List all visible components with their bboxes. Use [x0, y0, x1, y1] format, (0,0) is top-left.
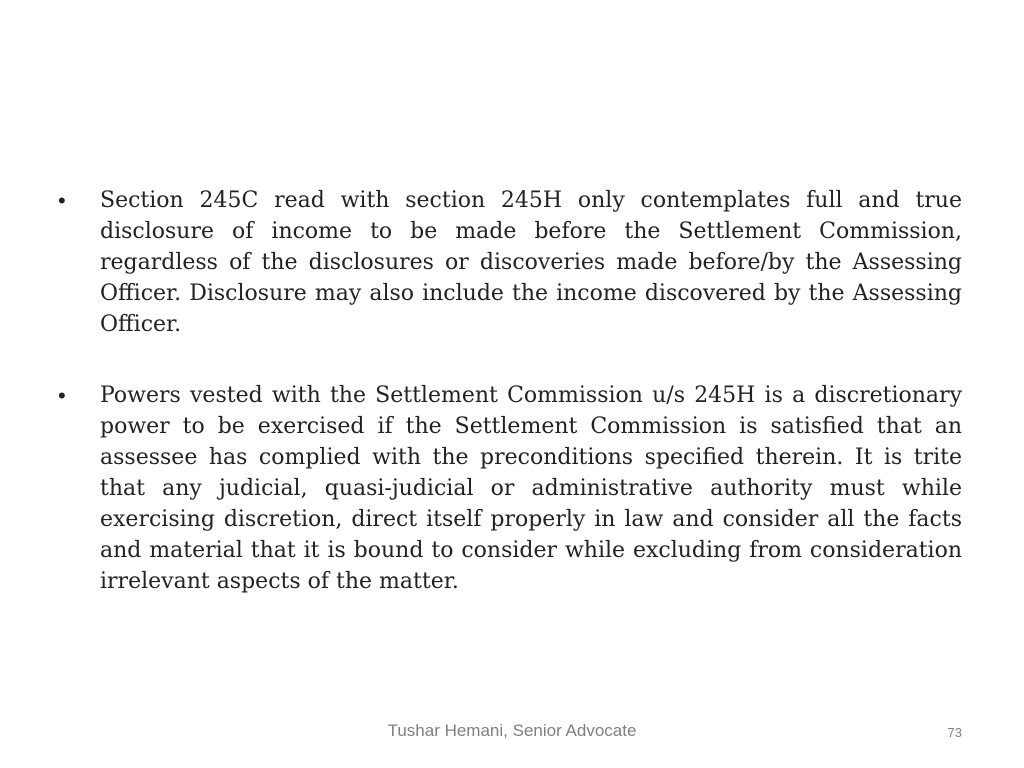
- bullet-item-1: [58, 185, 962, 340]
- bullet-marker: •: [58, 188, 66, 213]
- bullet-text: Section 245C read with section 245H only contemplates full and true disclosure of income to be made before the Settlement Commission, regardless of the disclosures or discoveries made before/by the Assessing Officer. Disclosure may also include the income discovered by the Assessing Officer.: [100, 188, 962, 337]
- footer-author: Tushar Hemani, Senior Advocate: [387, 721, 637, 740]
- bullet-marker: •: [58, 383, 66, 408]
- page-number: 73: [947, 725, 962, 740]
- bullet-text: Powers vested with the Settlement Commission u/s 245H is a discretionary power to be exercised if the Settlement Commission is satisfied that an assessee has complied with the preconditions specified therein. It is trite that any judicial, quasi-judicial or administrative authority must while exercising discretion, direct itself properly in law and consider all the facts and material that it is bound to consider while excluding from consideration irrelevant aspects of the matter.: [100, 383, 962, 594]
- bullet-list: [58, 185, 962, 637]
- bullet-item-2: [58, 380, 962, 597]
